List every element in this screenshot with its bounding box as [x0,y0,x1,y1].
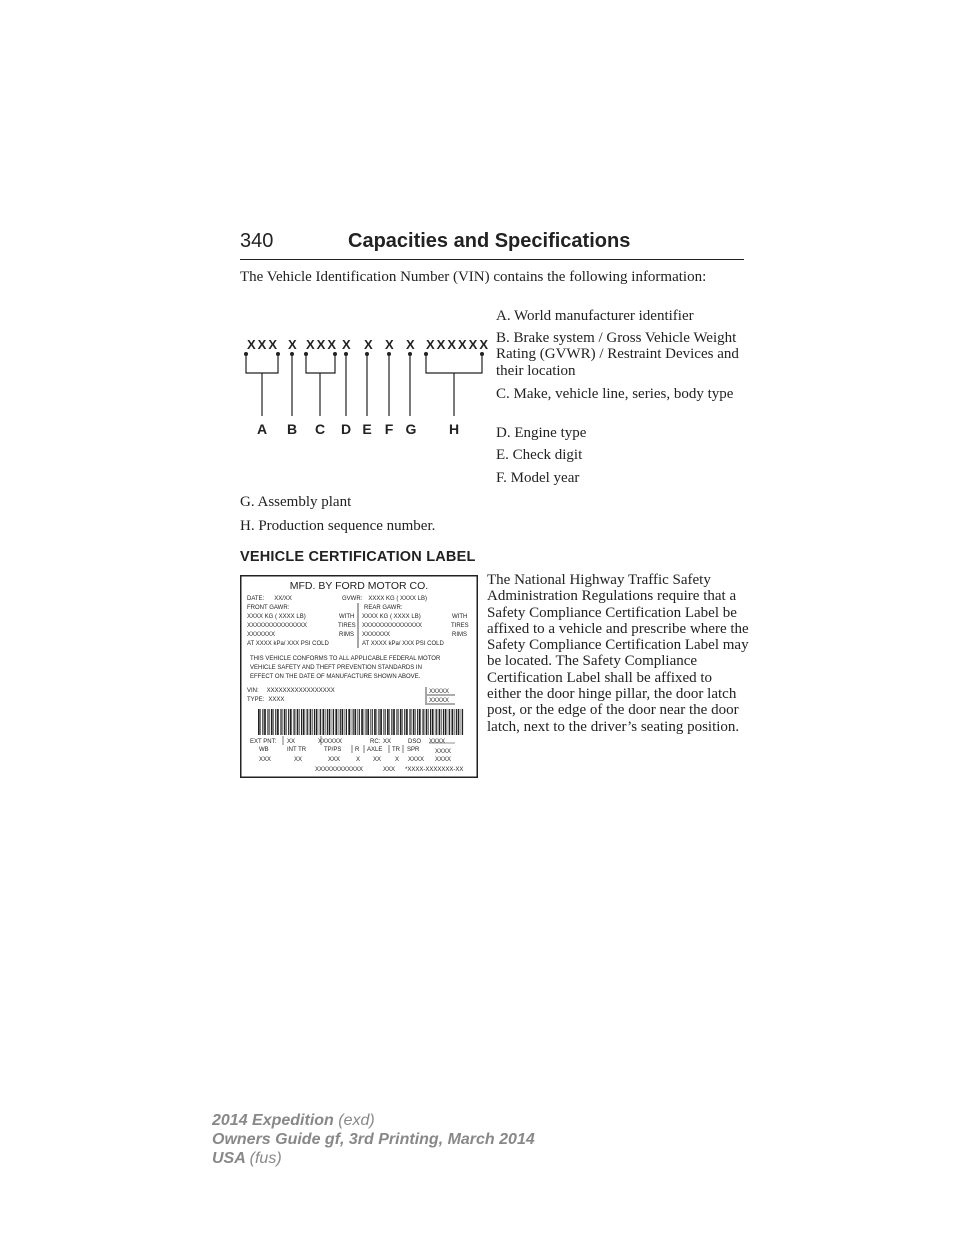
vin-group-a: XXX [247,337,280,352]
footer-line-3: USA (fus) [212,1150,282,1167]
label-wb-value: XXX [259,757,272,763]
barcode-bar [443,709,444,735]
barcode-bar [428,709,429,735]
label-front-gawr: FRONT GAWR: [247,605,290,611]
barcode-bar [294,709,295,735]
legend-item-b: B. Brake system / Gross Vehicle Weight Rating (GVWR) / Restraint Devices and their location [496,330,739,379]
vin-group-g: X [406,337,417,352]
barcode-bar [435,709,436,735]
label-spr: SPR [407,747,420,753]
label-pressure-right: AT XXXX kPa/ XXX PSI COLD [362,641,444,647]
label-int-tr: INT TR [287,747,307,753]
barcode-bar [340,709,341,735]
barcode-bar [297,709,299,735]
legend-item-g: G. Assembly plant [240,494,352,510]
barcode-bar [423,709,424,735]
barcode-bar [370,709,371,735]
barcode-bar [385,709,386,735]
barcode-bar [409,709,410,735]
barcode-bar [439,709,441,735]
header-rule [240,259,744,260]
label-rims-right-value: XXXXXXX [362,632,391,638]
barcode-bar [275,709,276,735]
barcode-bar [448,709,449,735]
barcode-bar [310,709,312,735]
legend-item-h: H. Production sequence number. [240,518,436,534]
label-tr: TR [392,747,400,753]
certification-label-illustration [240,575,478,778]
barcode-bar [387,709,389,735]
barcode-bar [277,709,279,735]
label-box-value-2: XXXXX [429,698,450,704]
barcode-bar [258,709,260,735]
label-tp-ps: TP/PS [324,747,342,753]
label-conform-line-3: EFFECT ON THE DATE OF MANUFACTURE SHOWN ABOVE. [250,674,421,680]
footer-line-1: 2014 Expedition (exd) [212,1112,375,1129]
barcode-bar [267,709,268,735]
label-rc: RC: [370,739,381,745]
vin-letter-a: A [256,421,268,437]
barcode-bar [364,709,365,735]
vin-group-h: XXXXXX [426,337,490,352]
barcode-bar [406,709,408,735]
barcode-bar [288,709,289,735]
footer-line-2: Owners Guide gf, 3rd Printing, March 2014 [212,1131,535,1148]
label-r: R [355,747,360,753]
vin-letter-c: C [314,421,326,437]
barcode-bar [396,709,397,735]
barcode-bar [353,709,354,735]
label-tr-value: X [395,757,400,763]
barcode-bar [319,709,320,735]
vin-letter-g: G [405,421,417,437]
vin-letter-h: H [448,421,460,437]
label-int-tr-value: XX [294,757,303,763]
barcode-bar [273,709,274,735]
barcode-bar [271,709,273,735]
barcode-bar [432,709,434,735]
barcode-bar [377,709,378,735]
label-rear-gawr: REAR GAWR: [364,605,403,611]
label-rc-value: XX [383,739,392,745]
label-serial: XXXXXXXXXXXX [315,767,364,773]
barcode-bar [264,709,266,735]
barcode-bar [372,709,373,735]
vin-group-e: X [364,337,375,352]
barcode-bar [461,709,462,735]
legend-item-d: D. Engine type [496,425,587,441]
barcode-bar [458,709,460,735]
label-rear-gawr-value: XXXX KG ( XXXX LB) [362,614,421,620]
barcode-bar [417,709,418,735]
label-tires-right-value: XXXXXXXXXXXXXXX [362,623,423,629]
label-conform-line-2: VEHICLE SAFETY AND THEFT PREVENTION STANDARDS IN [250,665,422,671]
barcode-bar [366,709,367,735]
barcode-bar [436,709,437,735]
barcode-bar [268,709,269,735]
barcode-bar [449,709,450,735]
barcode-bar [400,709,402,735]
barcode-bar [329,709,331,735]
barcode-bar [320,709,321,735]
label-tp-ps-value: XXX [328,757,341,763]
barcode-bar [367,709,369,735]
label-gvwr: GVWR: XXXX KG ( XXXX LB) [342,596,428,602]
label-rims-right: RIMS [452,632,467,638]
barcode-bar [383,709,384,735]
label-rims-left-value: XXXXXXX [247,632,276,638]
barcode-bar [338,709,339,735]
label-ext-pnt-code: XXXXXX [318,739,343,745]
barcode-bar [402,709,403,735]
label-with-right: WITH [452,614,468,620]
vin-letter-f: F [384,421,394,437]
barcode-bar [333,709,334,735]
vin-letter-e: E [362,421,372,437]
label-with-left: WITH [339,614,355,620]
legend-item-c: C. Make, vehicle line, series, body type [496,386,734,402]
barcode-bar [332,709,333,735]
barcode-bar [345,709,346,735]
certification-paragraph: The National Highway Traffic Safety Administration Regulations require that a Safety Compliance Certification Label be affixed to a vehicle and prescribe where the Safety Compliance Certification Label may be located. The Safety Compliance Certification Label shall be affixed to either the door hinge pillar, the door latch post, or the edge of the door near the door latch, next to the driver’s seating position. [487,572,749,735]
barcode-bar [374,709,376,735]
label-part-number: *XXXX-XXXXXXX-XX [405,767,464,773]
barcode-bar [410,709,411,735]
label-axle-value: XX [373,757,382,763]
barcode-bar [290,709,292,735]
barcode-bar [293,709,294,735]
label-box-value-1: XXXXX [429,689,450,695]
label-spr-code: XXXX [435,749,452,755]
barcode-bar [380,709,382,735]
barcode-bar [351,709,352,735]
label-vin: VIN: XXXXXXXXXXXXXXXXX [247,688,335,694]
barcode-bar [393,709,395,735]
barcode-bar [389,709,390,735]
barcode-bar [456,709,457,735]
barcode-bar [354,709,356,735]
label-serial-suffix: XXX [383,767,396,773]
barcode-bar [462,709,463,735]
barcode-bar [307,709,308,735]
barcode-bar [327,709,328,735]
barcode-bar [422,709,423,735]
label-ext-pnt: EXT PNT: [250,739,277,745]
label-ext-pnt-value: XX [287,739,296,745]
label-spr-value: XXXX [408,757,425,763]
vin-diagram [240,334,490,444]
label-type: TYPE: XXXX [247,697,285,703]
barcode-bar [323,709,325,735]
barcode-bar [397,709,398,735]
label-title: MFD. BY FORD MOTOR CO. [289,580,429,592]
barcode-bar [312,709,313,735]
barcode-bar [306,709,307,735]
barcode-bar [445,709,447,735]
barcode-bar [303,709,305,735]
legend-item-e: E. Check digit [496,447,583,463]
label-front-gawr-value: XXXX KG ( XXXX LB) [247,614,306,620]
vin-group-d: X [342,337,353,352]
barcode-bar [378,709,379,735]
label-pressure-left: AT XXXX kPa/ XXX PSI COLD [247,641,329,647]
vin-group-b: X [288,337,299,352]
barcode-bar [452,709,454,735]
label-tires-right: TIRES [451,623,469,629]
label-dso: DSO [408,739,422,745]
barcode-bar [357,709,358,735]
page-title: Capacities and Specifications [348,230,631,252]
barcode-bar [413,709,415,735]
barcode-bar [426,709,428,735]
barcode-bar [299,709,300,735]
barcode-bar [359,709,360,735]
label-tires-left: TIRES [338,623,356,629]
barcode-bar [284,709,286,735]
vin-group-f: X [385,337,396,352]
barcode-bar [391,709,392,735]
barcode-bar [419,709,421,735]
page-number: 340 [240,230,274,252]
label-rims-left: RIMS [339,632,354,638]
barcode-bar [301,709,302,735]
barcode-bar [430,709,431,735]
barcode-bar [260,709,261,735]
barcode-bar [454,709,455,735]
vin-intro-text: The Vehicle Identification Number (VIN) contains the following information: [240,269,707,285]
label-wb: WB [259,747,269,753]
barcode-bar [314,709,315,735]
legend-item-f: F. Model year [496,470,580,486]
barcode-bar [325,709,326,735]
label-r-value: X [356,757,361,763]
label-date: DATE: XX/XX [247,596,292,602]
barcode-bar [342,709,344,735]
label-conform-line-1: THIS VEHICLE CONFORMS TO ALL APPLICABLE FEDERAL MOTOR [250,656,441,662]
barcode-bar [404,709,405,735]
barcode-bar [262,709,263,735]
barcode-bar [348,709,350,735]
vin-letter-d: D [340,421,352,437]
barcode-bar [335,709,337,735]
barcode-bar [280,709,281,735]
barcode-bar [316,709,318,735]
legend-item-a: A. World manufacturer identifier [496,308,694,324]
label-tires-left-value: XXXXXXXXXXXXXXX [247,623,308,629]
barcode-bar [286,709,287,735]
barcode-bar [415,709,416,735]
barcode-bar [441,709,442,735]
barcode-bar [346,709,347,735]
label-spr-code-value: XXXX [435,757,452,763]
label-axle: AXLE [367,747,383,753]
section-heading: VEHICLE CERTIFICATION LABEL [240,549,476,565]
barcode-bar [281,709,282,735]
label-dso-value: XXXX [429,739,446,745]
barcode-bar [361,709,363,735]
vin-group-c: XXX [306,337,339,352]
vin-letter-b: B [286,421,298,437]
